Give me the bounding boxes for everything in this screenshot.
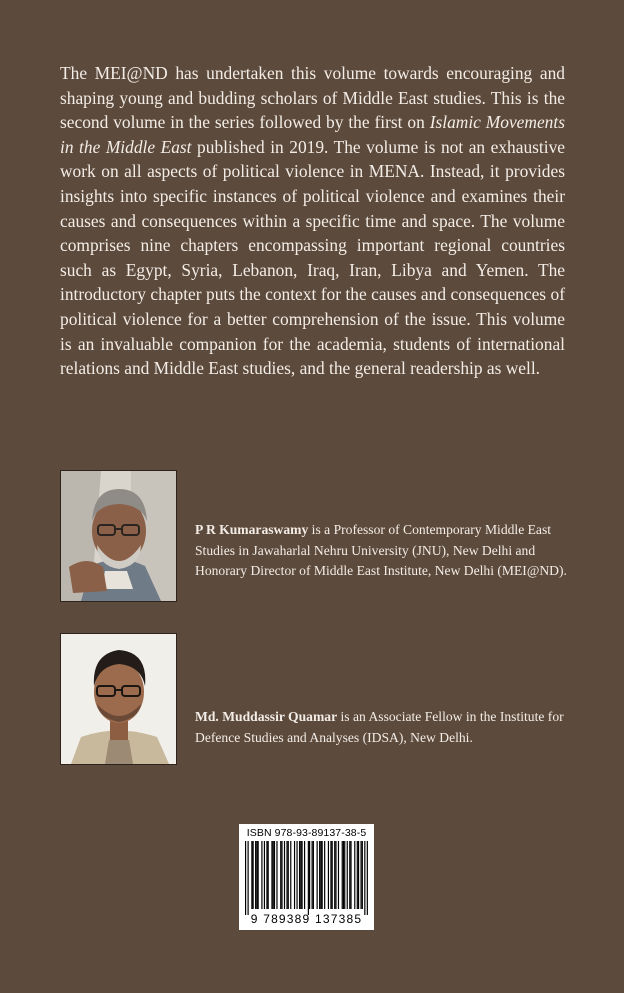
blurb-book-title: Islamic Movements in the Middle East <box>60 112 565 157</box>
author-bio-quamar <box>195 707 580 748</box>
isbn-digits: 9 789389 137385 <box>250 912 363 926</box>
barcode-bar <box>354 841 355 909</box>
author-photo-quamar <box>60 633 177 765</box>
author-bio-kumaraswamy <box>195 520 580 582</box>
barcode-bar <box>255 841 256 909</box>
barcode-bar <box>364 841 365 915</box>
barcode-bar <box>264 841 265 909</box>
barcode-bar <box>357 841 358 909</box>
barcode-bar <box>253 841 254 909</box>
barcode-bar <box>367 841 368 915</box>
barcode-bar <box>335 841 336 909</box>
barcode-bar <box>273 841 274 909</box>
barcode-bar <box>330 841 331 909</box>
barcode-bar <box>349 841 350 909</box>
author-photo-kumaraswamy <box>60 470 177 602</box>
barcode-bar <box>328 841 329 909</box>
barcode-bar <box>347 841 348 909</box>
barcode-bar <box>288 841 289 909</box>
barcode-bar <box>301 841 302 909</box>
author-name: P R Kumaraswamy <box>195 522 309 537</box>
barcode-bar <box>343 841 344 909</box>
back-cover-blurb <box>60 61 565 381</box>
barcode-bar <box>286 841 287 909</box>
barcode-bar <box>304 841 305 909</box>
barcode-bar <box>294 841 295 909</box>
barcode-bar <box>320 841 321 909</box>
barcode-bar <box>266 841 267 909</box>
barcode-bar <box>362 841 363 909</box>
barcode-bar <box>358 841 359 909</box>
barcode-bar <box>271 841 272 909</box>
barcode-bar <box>334 841 335 909</box>
barcode-bar <box>299 841 300 909</box>
blurb-text-1: The MEI@ND has undertaken this volume towards encouraging and shaping young and budding scholars of Middle East studies. This is the second volume in the series followed by the first on <box>60 63 565 133</box>
barcode-bar <box>268 841 269 909</box>
barcode-bar <box>312 841 313 909</box>
author-bio-text: is a Professor of Contemporary Middle East Studies in Jawaharlal Nehru University (JNU), New Delhi and Honorary Director of Middle East Institute, New Delhi (MEI@ND). <box>195 522 567 579</box>
author-bio-text: is an Associate Fellow in the Institute for Defence Studies and Analyses (IDSA), New Delhi. <box>195 709 564 745</box>
barcode-bar <box>360 841 361 909</box>
barcode-bar <box>308 841 309 915</box>
barcode-bar <box>290 841 291 909</box>
barcode-bar <box>245 841 246 915</box>
barcode-bar <box>309 841 310 909</box>
barcode-bar <box>276 841 277 909</box>
barcode-bar <box>324 841 325 909</box>
barcode-bar <box>251 841 252 909</box>
barcode-bar <box>300 841 301 909</box>
barcode-bar <box>248 841 249 915</box>
barcode-bar <box>344 841 345 909</box>
isbn-barcode-block <box>239 824 374 930</box>
barcode-bar <box>261 841 262 909</box>
barcode-bar <box>342 841 343 909</box>
barcode-bar <box>338 841 339 909</box>
author-kumaraswamy <box>60 470 580 602</box>
barcode-bar <box>350 841 351 909</box>
barcode-bar <box>284 841 285 909</box>
barcode-bar <box>280 841 281 909</box>
barcode-bar <box>258 841 259 909</box>
barcode-bar <box>274 841 275 909</box>
barcode-bar <box>317 841 318 909</box>
author-name: Md. Muddassir Quamar <box>195 709 338 724</box>
barcode-bar <box>296 841 297 909</box>
barcode-bar <box>319 841 320 909</box>
barcode-bar <box>322 841 323 909</box>
barcode-bar <box>281 841 282 909</box>
isbn-label: ISBN 978-93-89137-38-5 <box>246 827 367 839</box>
barcode-bar <box>256 841 257 909</box>
author-quamar <box>60 633 580 765</box>
blurb-text-2: published in 2019. The volume is not an exhaustive work on all aspects of political violence in MENA. Instead, it provides insights into specific instances of political violence and examines their causes and consequences within a specific time and space. The volume comprises nine chapters encompassing important regional countries such as Egypt, Syria, Lebanon, Iraq, Iran, Libya and Yemen. The introductory chapter puts the context for the causes and consequences of political violence for a better comprehension of the issue. This volume is an invaluable companion for the academia, students of international relations and Middle East studies, and the general readership as well. <box>60 136 566 379</box>
barcode-bar <box>332 841 333 909</box>
barcode-bar <box>313 841 314 909</box>
barcode <box>245 841 368 915</box>
